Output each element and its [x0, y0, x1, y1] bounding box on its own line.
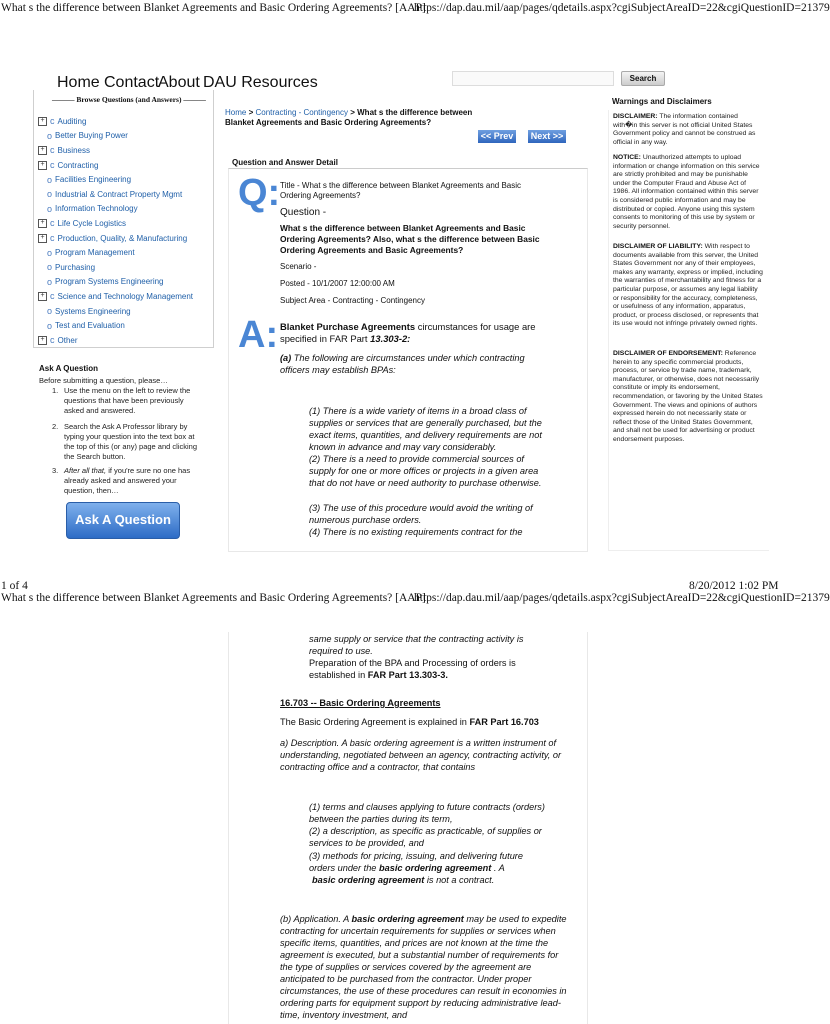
- sidebar-list: [38, 114, 210, 348]
- a-letter: A:: [238, 314, 279, 356]
- expand-icon[interactable]: +: [38, 336, 47, 345]
- leaf-marker-icon: o: [47, 247, 53, 258]
- sidebar-item[interactable]: [38, 304, 210, 319]
- prev-button[interactable]: << Prev: [478, 130, 516, 143]
- leaf-marker-icon: o: [47, 203, 53, 214]
- folder-marker-icon: c: [50, 233, 55, 244]
- bpa-prep-text: Preparation of the BPA and Processing of orders is established in: [309, 658, 516, 680]
- breadcrumb-current: What s the difference between Blanket Agreements and Basic Ordering Agreements?: [225, 108, 473, 127]
- ask-intro: Before submitting a question, please…: [39, 376, 168, 385]
- answer-intro-bold: Blanket Purchase Agreements: [280, 321, 416, 332]
- sidebar-item-label[interactable]: Auditing: [57, 116, 87, 126]
- leaf-marker-icon: o: [47, 174, 53, 185]
- breadcrumb-sep: >: [248, 108, 254, 117]
- disclaimer-4-text: Reference herein to any specific commercial products, process, or service by trade name, trademark, manufacturer, or otherwise, does not necessarily constitute or imply its endorsement, recommendation, or favoring by the United States Government. The views and opinions of authors expressed herein do not necessarily state or reflect those of the United States Government, and shall not be used for advertising or product endorsement purposes.: [613, 350, 763, 443]
- boa-list-2: (2) a description, as specific as practicable, of supplies or services to be provided, and: [309, 826, 542, 848]
- sidebar-item[interactable]: [38, 333, 210, 348]
- ask-step2-num: 2.: [52, 422, 59, 431]
- answer-item-1: (1) There is a wide variety of items in a broad class of supplies or services that are generally purchased, but the exact items, quantities, and delivery requirements are not known in advance and may vary considerably.: [309, 406, 542, 452]
- sidebar-item-label[interactable]: Test and Evaluation: [55, 321, 125, 331]
- ask-step3-text: if you're sure no one has already asked and answered your question, then…: [64, 466, 191, 495]
- boa-list-3-b: basic ordering agreement: [378, 863, 492, 873]
- sidebar-item[interactable]: [38, 245, 210, 260]
- sidebar-item[interactable]: [38, 143, 210, 158]
- folder-marker-icon: c: [50, 160, 55, 171]
- question-label: Question -: [280, 207, 327, 218]
- sidebar-item-label[interactable]: Program Management: [55, 248, 135, 258]
- sidebar-item[interactable]: [38, 129, 210, 144]
- expand-icon[interactable]: +: [38, 219, 47, 228]
- browse-title: ——— Browse Questions (and Answers) ———: [52, 95, 206, 104]
- folder-marker-icon: c: [50, 116, 55, 127]
- leaf-marker-icon: o: [47, 276, 53, 287]
- answer-intro-ref: 13.303-2:: [370, 333, 411, 344]
- boa-list-3: [309, 850, 545, 874]
- expand-icon[interactable]: +: [38, 117, 47, 126]
- boa-list-4-b: is not a contract.: [424, 875, 495, 885]
- sidebar-item[interactable]: [38, 114, 210, 129]
- leaf-marker-icon: o: [47, 130, 53, 141]
- print-header-url: https://dap.dau.mil/aap/pages/qdetails.aspx?cgiSubjectAreaID=22&cgiQuestionID=21379: [414, 2, 830, 14]
- question-text: What s the difference between Blanket Agreements and Basic Ordering Agreements? Also, what s the difference between Basic Ordering Agreements and Basic Agreements?: [280, 223, 540, 255]
- disclaimer-4: [613, 350, 763, 445]
- print-footer-date: 8/20/2012 1:02 PM: [689, 580, 779, 592]
- posted-date: Posted - 10/1/2007 12:00:00 AM: [280, 279, 395, 288]
- expand-icon[interactable]: +: [38, 234, 47, 243]
- answer-intro-text: circumstances for usage are specified in FAR Part: [280, 321, 536, 344]
- sidebar-item-label[interactable]: Information Technology: [55, 204, 138, 214]
- boa-app-b: basic ordering agreement: [351, 914, 464, 924]
- boa-application: [280, 913, 570, 1021]
- answer-a-label: (a): [280, 353, 292, 363]
- folder-marker-icon: c: [50, 335, 55, 346]
- disclaimer-2-text: Unauthorized attempts to upload information or change information on this service are strictly prohibited and may be punishable under the Computer Fraud and Abuse Act of 1986. All information contained within this server is considered public information and may be distributed or copied. Anyone using this system consents to monitoring of this use by system or security personnel.: [613, 154, 760, 230]
- q-letter: Q:: [238, 172, 281, 214]
- disclaimer-1: [613, 113, 763, 147]
- print-footer-page: 1 of 4: [1, 580, 28, 592]
- boa-intro: [280, 717, 539, 727]
- leaf-marker-icon: o: [47, 262, 53, 273]
- folder-marker-icon: c: [50, 291, 55, 302]
- boa-list-4: [312, 874, 548, 886]
- search-input[interactable]: [452, 71, 614, 86]
- bpa-preparation: [309, 657, 549, 681]
- ask-step3: [64, 466, 206, 496]
- disclaimer-2-label: NOTICE:: [613, 154, 641, 161]
- ask-step3-num: 3.: [52, 466, 59, 475]
- expand-icon[interactable]: +: [38, 146, 47, 155]
- boa-intro-ref: FAR Part 16.703: [469, 717, 539, 727]
- sidebar-item[interactable]: [38, 231, 210, 246]
- sidebar-item-label[interactable]: Other: [57, 335, 78, 345]
- sidebar-item-label[interactable]: Production, Quality, & Manufacturing: [57, 233, 188, 243]
- ask-step3-italic: After all that,: [64, 466, 107, 475]
- boa-heading: 16.703 -- Basic Ordering Agreements: [280, 698, 441, 708]
- sidebar-item[interactable]: [38, 187, 210, 202]
- sidebar-item[interactable]: [38, 275, 210, 290]
- ask-step1-num: 1.: [52, 386, 59, 395]
- disclaimers-title: Warnings and Disclaimers: [612, 97, 712, 106]
- sidebar-item-label[interactable]: Systems Engineering: [55, 306, 131, 316]
- boa-description: a) Description. A basic ordering agreement is a written instrument of understanding, negotiated between an agency, contracting activity, or contracting office and a contractor, that contains: [280, 738, 562, 772]
- ask-step1: Use the menu on the left to review the questions that have been previously asked and answered.: [64, 386, 191, 415]
- sidebar-item-label[interactable]: Facilities Engineering: [55, 175, 132, 185]
- nav-dau-resources[interactable]: DAU Resources: [203, 74, 318, 91]
- sidebar-item-label[interactable]: Industrial & Contract Property Mgmt: [55, 189, 183, 199]
- sidebar-item-label[interactable]: Contracting: [57, 160, 99, 170]
- sidebar-item[interactable]: [38, 202, 210, 217]
- answer-intro: [280, 321, 552, 345]
- sidebar-item[interactable]: [38, 172, 210, 187]
- sidebar-item-label[interactable]: Program Systems Engineering: [55, 277, 164, 287]
- expand-icon[interactable]: +: [38, 161, 47, 170]
- disclaimer-3: [613, 243, 763, 329]
- sidebar-item-label[interactable]: Purchasing: [55, 262, 96, 272]
- print-header-title-2: What s the difference between Blanket Agreements and Basic Ordering Agreements? [AAP]: [1, 592, 426, 604]
- answer-item-4-cont: same supply or service that the contracting activity is required to use.: [309, 634, 524, 656]
- answer-item-2: (2) There is a need to provide commercial sources of supply for one or more offices or projects in a given area that do not have or need authority to purchase otherwise.: [309, 454, 542, 488]
- boa-list-1: (1) terms and clauses applying to future contracts (orders) between the parties during its term,: [309, 802, 545, 824]
- sidebar-item[interactable]: [38, 289, 210, 304]
- subject-area: Subject Area - Contracting - Contingency: [280, 296, 425, 305]
- answer-item-4: (4) There is no existing requirements contract for the: [309, 527, 523, 537]
- boa-list-3-c: . A: [491, 863, 505, 873]
- answer-item-3: (3) The use of this procedure would avoid the writing of numerous purchase orders.: [309, 503, 533, 525]
- disclaimer-3-text: With respect to documents available from this server, the United States Government nor any of their employees, makes any warranty, express or implied, including the warranties of merchantability and fitness for a particular purpose, or assumes any legal liability or responsibility for the accuracy, completeness, or usefulness of any information, apparatus, product, or process disclosed, or represents that its use would not infringe privately owned rights.: [613, 243, 763, 328]
- folder-marker-icon: c: [50, 218, 55, 229]
- leaf-marker-icon: o: [47, 189, 53, 200]
- print-header-title: What s the difference between Blanket Agreements and Basic Ordering Agreements? [AAP]: [1, 2, 426, 14]
- nav-about[interactable]: About: [158, 74, 200, 91]
- boa-list-3-a: (3) methods for pricing, issuing, and delivering future orders under the: [309, 851, 523, 873]
- ask-step2: Search the Ask A Professor library by typing your question into the text box at the top of this (or any) page and clicking the Search button.: [64, 422, 197, 461]
- breadcrumb: [225, 108, 485, 128]
- boa-intro-text: The Basic Ordering Agreement is explained in: [280, 717, 470, 727]
- print-header-url-2: https://dap.dau.mil/aap/pages/qdetails.aspx?cgiSubjectAreaID=22&cgiQuestionID=21379: [414, 592, 830, 604]
- sidebar-item[interactable]: [38, 216, 210, 231]
- scenario: Scenario -: [280, 262, 317, 271]
- search-button[interactable]: Search: [621, 71, 665, 86]
- nav-contact[interactable]: Contact: [104, 74, 160, 91]
- answer-a: [280, 352, 548, 376]
- leaf-marker-icon: o: [47, 306, 53, 317]
- nav-home[interactable]: Home: [57, 74, 100, 91]
- sidebar-item-label[interactable]: Better Buying Power: [55, 131, 128, 141]
- boa-list-4-a: basic ordering agreement: [312, 875, 425, 885]
- boa-app-a: (b) Application. A: [280, 914, 352, 924]
- bpa-prep-ref: FAR Part 13.303-3.: [367, 670, 448, 680]
- boa-app-c: may be used to expedite contracting for uncertain requirements for supplies or services when specific items, quantities, and prices are not known at the time the agreement is executed, but a substantial number of requirements for the type of supplies or services covered by the agreement are anticipated to be purchased from the contractor. Under proper circumstances, the use of these procedures can result in economies in ordering parts for equipment support by reducing administrative lead-time, inventory investment, and: [280, 914, 567, 1020]
- sidebar-item-label[interactable]: Science and Technology Management: [57, 291, 193, 301]
- qa-title-line: Title - What s the difference between Blanket Agreements and Basic Ordering Agreements?: [280, 181, 522, 200]
- sidebar-item[interactable]: [38, 158, 210, 173]
- disclaimer-2: [613, 154, 763, 231]
- ask-a-question-button[interactable]: Ask A Question: [66, 502, 180, 539]
- answer-a-text: The following are circumstances under which contracting officers may establish BPAs:: [280, 353, 525, 375]
- folder-marker-icon: c: [50, 145, 55, 156]
- leaf-marker-icon: o: [47, 320, 53, 331]
- disclaimer-1-text: The information contained with�in this server is not official United States Government policy and cannot be construed as official in any way.: [613, 113, 756, 146]
- next-button[interactable]: Next >>: [528, 130, 566, 143]
- expand-icon[interactable]: +: [38, 292, 47, 301]
- sidebar-item[interactable]: [38, 260, 210, 275]
- breadcrumb-contracting[interactable]: Contracting - Contingency: [255, 108, 348, 117]
- qa-section-title: Question and Answer Detail: [232, 158, 338, 167]
- sidebar-item-label[interactable]: Life Cycle Logistics: [57, 218, 126, 228]
- sidebar-item-label[interactable]: Business: [57, 145, 90, 155]
- disclaimer-4-label: DISCLAIMER OF ENDORSEMENT:: [613, 350, 723, 357]
- breadcrumb-home[interactable]: Home: [225, 108, 247, 117]
- breadcrumb-sep: >: [350, 108, 355, 117]
- disclaimer-3-label: DISCLAIMER OF LIABILITY:: [613, 243, 703, 250]
- sidebar-item[interactable]: [38, 318, 210, 333]
- ask-title: Ask A Question: [39, 364, 98, 373]
- disclaimer-1-label: DISCLAIMER:: [613, 113, 658, 120]
